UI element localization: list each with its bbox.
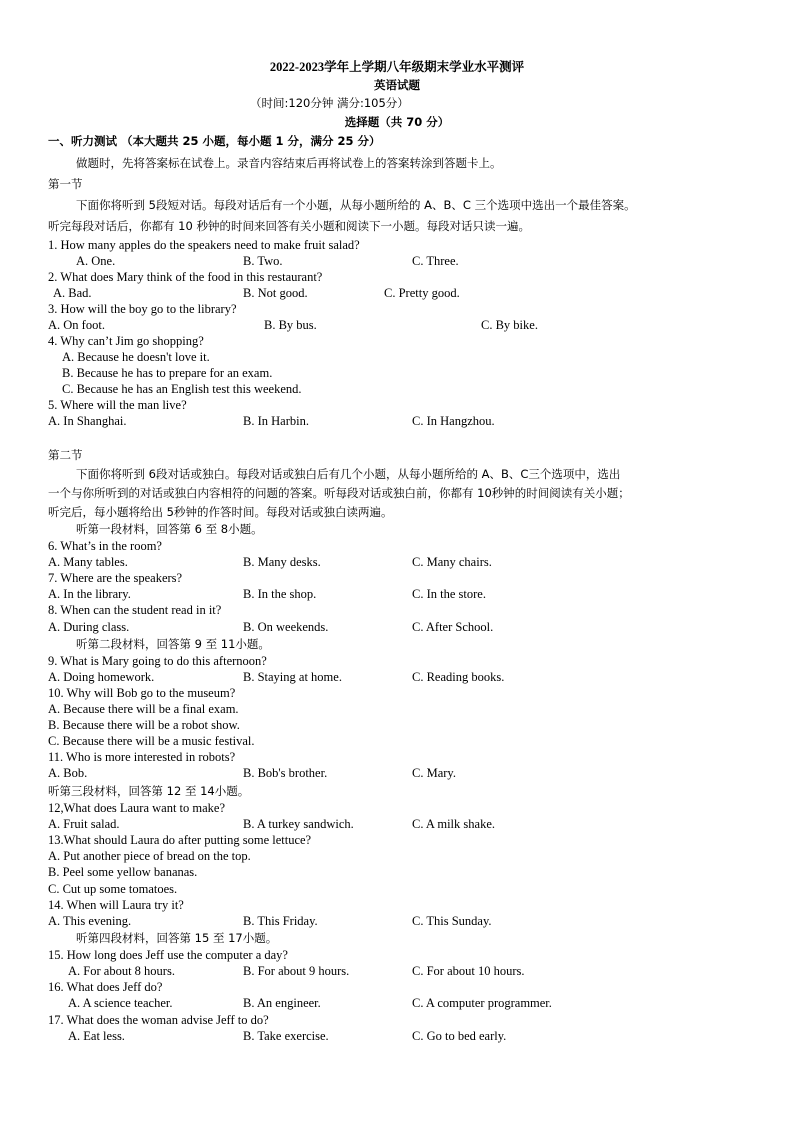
question-stem: 12,What does Laura want to make?: [48, 801, 226, 815]
question-stem: 4. Why can’t Jim go shopping?: [48, 334, 204, 348]
option-b: B. Not good.: [243, 286, 308, 300]
option-a: A. Because he doesn't love it.: [62, 350, 210, 364]
option-c: C. Reading books.: [412, 670, 505, 684]
option-c: C. Pretty good.: [384, 286, 460, 300]
option-a: A. In Shanghai.: [48, 414, 127, 428]
option-c: C. By bike.: [481, 318, 538, 332]
section1-heading: 一、听力测试 （本大题共 25 小题，每小题 1 分，满分 25 分）: [48, 134, 381, 148]
option-c: C. In Hangzhou.: [412, 414, 495, 428]
option-b: B. By bus.: [264, 318, 317, 332]
option-b: B. Two.: [243, 254, 283, 268]
material-3-note: 听第三段材料，回答第 12 至 14小题。: [48, 784, 250, 798]
part1-label: 第一节: [48, 177, 83, 191]
option-b: B. For about 9 hours.: [243, 964, 350, 978]
option-a: A. For about 8 hours.: [68, 964, 175, 978]
option-b: B. On weekends.: [243, 620, 329, 634]
option-b: B. Staying at home.: [243, 670, 342, 684]
question-stem: 8. When can the student read in it?: [48, 603, 222, 617]
question-stem: 17. What does the woman advise Jeff to do?: [48, 1013, 269, 1027]
option-a: A. A science teacher.: [68, 996, 173, 1010]
option-c: C. Because he has an English test this weekend.: [62, 382, 302, 396]
option-b: B. Bob's brother.: [243, 766, 328, 780]
question-stem: 3. How will the boy go to the library?: [48, 302, 237, 316]
option-a: A. One.: [76, 254, 116, 268]
option-c: C. Three.: [412, 254, 459, 268]
option-a: A. Bad.: [53, 286, 92, 300]
part2-instruction-3: 听完后，每小题将给出 5秒钟的作答时间。每段对话或独白读两遍。: [48, 505, 393, 519]
question-stem: 14. When will Laura try it?: [48, 898, 184, 912]
option-c: C. Because there will be a music festival.: [48, 734, 255, 748]
question-stem: 7. Where are the speakers?: [48, 571, 183, 585]
exam-title: 2022-2023学年上学期八年级期末学业水平测评: [269, 60, 525, 74]
part-heading: 选择题（共 70 分）: [344, 115, 450, 129]
option-c: C. A milk shake.: [412, 817, 495, 831]
option-b: B. In the shop.: [243, 587, 317, 601]
option-c: C. For about 10 hours.: [412, 964, 525, 978]
option-b: B. Take exercise.: [243, 1029, 329, 1043]
part1-instruction-1: 下面你将听到 5段短对话。每段对话后有一个小题，从每小题所给的 A、B、C 三个选项中选出一个最佳答案。: [76, 198, 636, 212]
option-b: B. Many desks.: [243, 555, 321, 569]
question-stem: 2. What does Mary think of the food in this restaurant?: [48, 270, 323, 284]
part2-instruction-2: 一个与你所听到的对话或独白内容相符的问题的答案。听每段对话或独白前，你都有 10秒钟的时间阅读有关小题；: [48, 486, 630, 500]
option-c: C. Go to bed early.: [412, 1029, 507, 1043]
option-b: B. An engineer.: [243, 996, 321, 1010]
option-c: C. After School.: [412, 620, 494, 634]
option-a: A. During class.: [48, 620, 130, 634]
part2-label: 第二节: [48, 448, 83, 462]
option-b: B. A turkey sandwich.: [243, 817, 354, 831]
material-2-note: 听第二段材料，回答第 9 至 11小题。: [76, 637, 270, 651]
option-b: B. Because there will be a robot show.: [48, 718, 240, 732]
option-a: A. On foot.: [48, 318, 105, 332]
option-a: A. Fruit salad.: [48, 817, 120, 831]
question-stem: 15. How long does Jeff use the computer a day?: [48, 948, 288, 962]
option-c: C. Cut up some tomatoes.: [48, 882, 178, 896]
option-a: A. Because there will be a final exam.: [48, 702, 239, 716]
option-a: A. Put another piece of bread on the top.: [48, 849, 251, 863]
question-stem: 13.What should Laura do after putting some lettuce?: [48, 833, 312, 847]
option-a: A. Doing homework.: [48, 670, 155, 684]
option-a: A. Eat less.: [68, 1029, 125, 1043]
option-b: B. Peel some yellow bananas.: [48, 865, 198, 879]
option-a: A. In the library.: [48, 587, 131, 601]
question-stem: 11. Who is more interested in robots?: [48, 750, 236, 764]
part2-instruction-1: 下面你将听到 6段对话或独白。每段对话或独白后有几个小题，从每小题所给的 A、B、C三个选项中，选出: [76, 467, 621, 481]
option-c: C. Mary.: [412, 766, 456, 780]
option-a: A. Many tables.: [48, 555, 128, 569]
question-stem: 1. How many apples do the speakers need to make fruit salad?: [48, 238, 360, 252]
option-b: B. In Harbin.: [243, 414, 309, 428]
option-c: C. A computer programmer.: [412, 996, 552, 1010]
option-c: C. Many chairs.: [412, 555, 492, 569]
material-1-note: 听第一段材料，回答第 6 至 8小题。: [76, 522, 263, 536]
section1-note: 做题时，先将答案标在试卷上。录音内容结束后再将试卷上的答案转涂到答题卡上。: [76, 156, 502, 170]
option-a: A. Bob.: [48, 766, 88, 780]
part1-instruction-2: 听完每段对话后，你都有 10 秒钟的时间来回答有关小题和阅读下一小题。每段对话只读一遍。: [48, 219, 530, 233]
question-stem: 10. Why will Bob go to the museum?: [48, 686, 236, 700]
option-a: A. This evening.: [48, 914, 132, 928]
question-stem: 16. What does Jeff do?: [48, 980, 163, 994]
material-4-note: 听第四段材料，回答第 15 至 17小题。: [76, 931, 278, 945]
question-stem: 6. What’s in the room?: [48, 539, 162, 553]
option-c: C. In the store.: [412, 587, 486, 601]
question-stem: 5. Where will the man live?: [48, 398, 187, 412]
option-c: C. This Sunday.: [412, 914, 492, 928]
option-b: B. This Friday.: [243, 914, 318, 928]
exam-subject: 英语试题: [374, 78, 420, 92]
time-score: （时间:120分钟 满分:105分）: [250, 96, 409, 110]
option-b: B. Because he has to prepare for an exam.: [62, 366, 273, 380]
question-stem: 9. What is Mary going to do this afternoon?: [48, 654, 267, 668]
